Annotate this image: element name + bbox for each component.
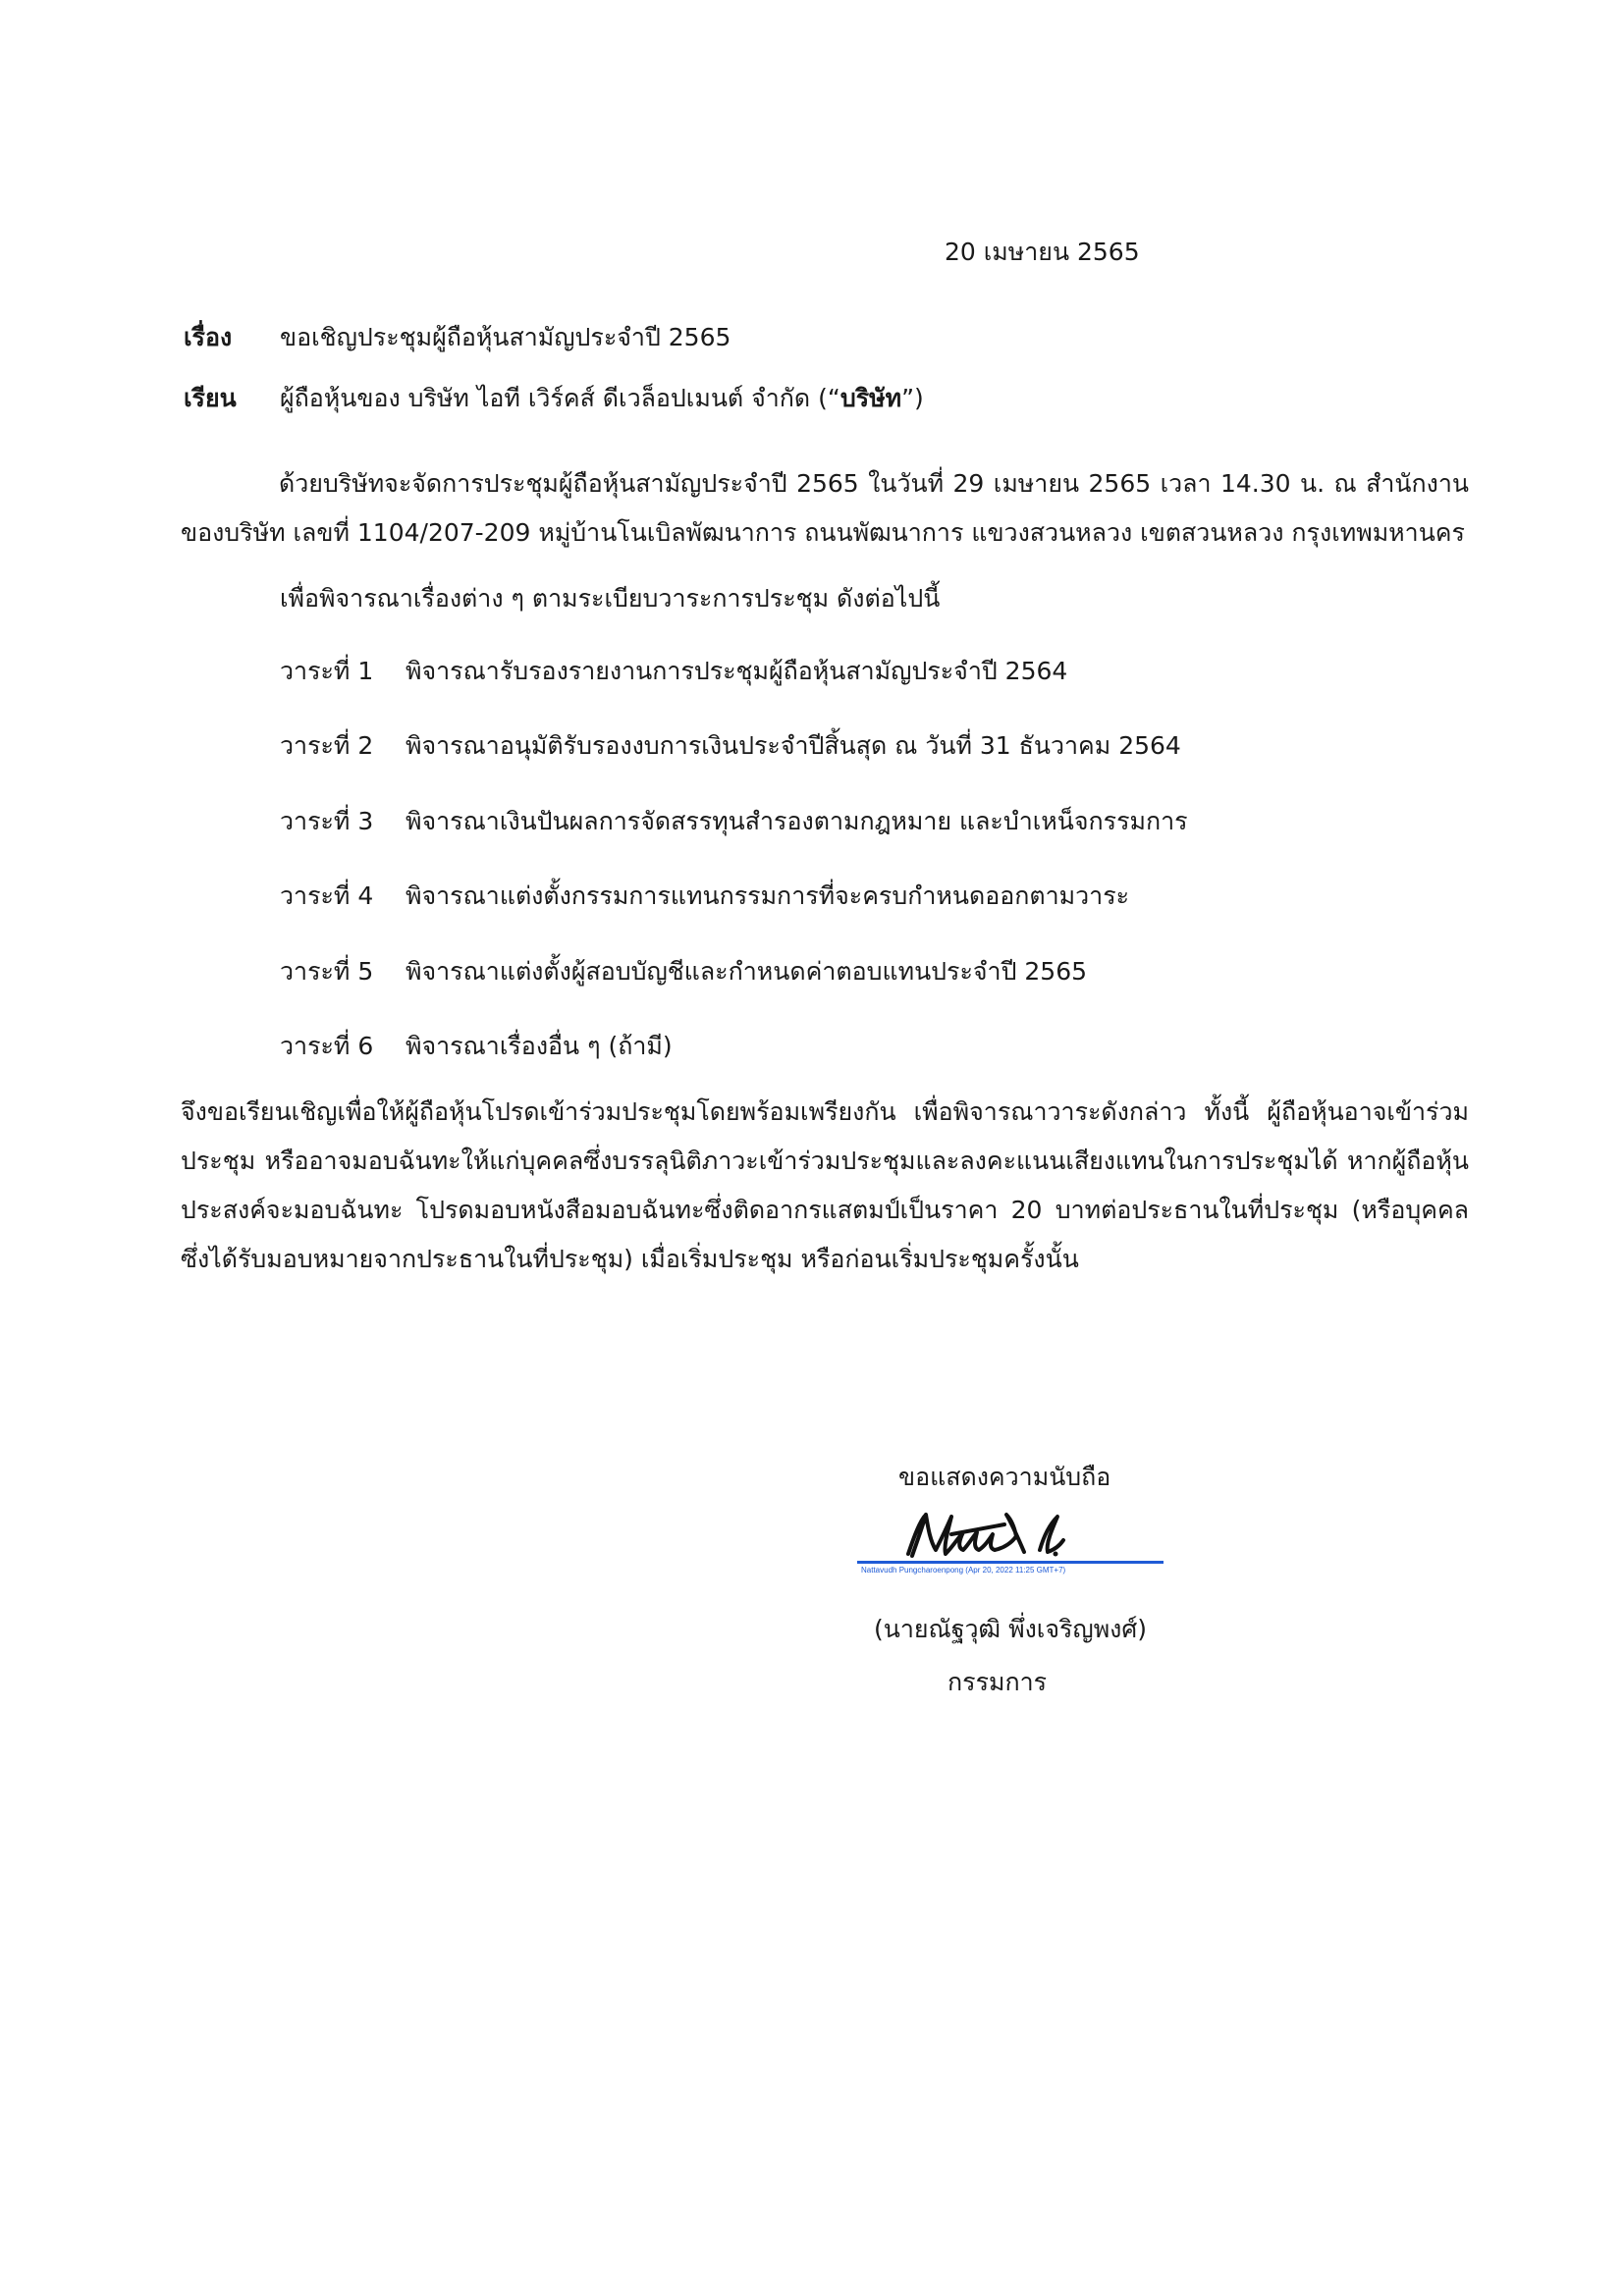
to-label: เรียน [184, 384, 237, 412]
agenda-number: วาระที่ 5 [280, 957, 374, 986]
agenda-text: พิจารณาแต่งตั้งผู้สอบบัญชีและกำหนดค่าตอบแทนประจำปี 2565 [406, 957, 1088, 986]
body-paragraph-2: จึงขอเรียนเชิญเพื่อให้ผู้ถือหุ้นโปรดเข้าร่วมประชุมโดยพร้อมเพรียงกัน เพื่อพิจารณาวาระดังกล่าว ทั้งนี้ ผู้ถือหุ้นอาจเข้าร่วมประชุม หรืออาจมอบฉันทะให้แก่บุคคลซึ่งบรรลุนิติภาวะเข้าร่วมประชุมและลงคะแนนเสียงแทนในการประชุมได้ หากผู้ถือหุ้นประสงค์จะมอบฉันทะ โปรดมอบหนังสือมอบฉันทะซึ่งติดอากรแสตมป์เป็นราคา 20 บาทต่อประธานในที่ประชุม (หรือบุคคลซึ่งได้รับมอบหมายจากประธานในที่ประชุม) เมื่อเริ่มประชุม หรือก่อนเริ่มประชุมครั้งนั้น [181, 1097, 1469, 1273]
agenda-number: วาระที่ 3 [280, 807, 374, 835]
agenda-text: พิจารณาอนุมัติรับรองงบการเงินประจำปีสิ้นสุด ณ วันที่ 31 ธันวาคม 2564 [406, 731, 1181, 760]
agenda-text: พิจารณาเงินปันผลการจัดสรรทุนสำรองตามกฎหมาย และบำเหน็จกรรมการ [406, 807, 1188, 835]
signer-position: กรรมการ [947, 1668, 1048, 1696]
letter-date: 20 เมษายน 2565 [945, 238, 1140, 266]
to-text-before: ผู้ถือหุ้นของ บริษัท ไอที เวิร์คส์ ดีเวล็อปเมนต์ จำกัด (“ [280, 384, 840, 412]
signer-name: (นายณัฐวุฒิ พึ่งเจริญพงศ์) [874, 1615, 1148, 1643]
agenda-number: วาระที่ 1 [280, 657, 374, 685]
e-sign-caption: Nattavudh Pungcharoenpong (Apr 20, 2022 11:25 GMT+7) [861, 1566, 1066, 1575]
agenda-number: วาระที่ 2 [280, 731, 374, 760]
body-paragraph-1: ด้วยบริษัทจะจัดการประชุมผู้ถือหุ้นสามัญประจำปี 2565 ในวันที่ 29 เมษายน 2565 เวลา 14.30 น. ณ สำนักงานของบริษัท เลขที่ 1104/207-209 หมู่บ้านโนเบิลพัฒนาการ ถนนพัฒนาการ แขวงสวนหลวง เขตสวนหลวง กรุงเทพมหานคร [181, 469, 1469, 547]
subject-text: ขอเชิญประชุมผู้ถือหุ้นสามัญประจำปี 2565 [280, 323, 731, 351]
agenda-intro: เพื่อพิจารณาเรื่องต่าง ๆ ตามระเบียบวาระการประชุม ดังต่อไปนี้ [280, 584, 941, 613]
agenda-text: พิจารณารับรองรายงานการประชุมผู้ถือหุ้นสามัญประจำปี 2564 [406, 657, 1068, 685]
company-short-name: บริษัท [839, 384, 902, 412]
agenda-number: วาระที่ 6 [280, 1032, 374, 1060]
signature-scribble [857, 1507, 1164, 1562]
agenda-text: พิจารณาเรื่องอื่น ๆ (ถ้ามี) [406, 1032, 673, 1060]
signature-line [857, 1561, 1164, 1564]
closing-text: ขอแสดงความนับถือ [898, 1463, 1111, 1491]
agenda-text: พิจารณาแต่งตั้งกรรมการแทนกรรมการที่จะครบกำหนดออกตามวาระ [406, 881, 1130, 910]
agenda-number: วาระที่ 4 [280, 881, 374, 910]
to-text [280, 382, 924, 415]
e-signature [857, 1507, 1164, 1577]
subject-label: เรื่อง [184, 323, 233, 351]
to-text-after: ”) [901, 384, 924, 412]
